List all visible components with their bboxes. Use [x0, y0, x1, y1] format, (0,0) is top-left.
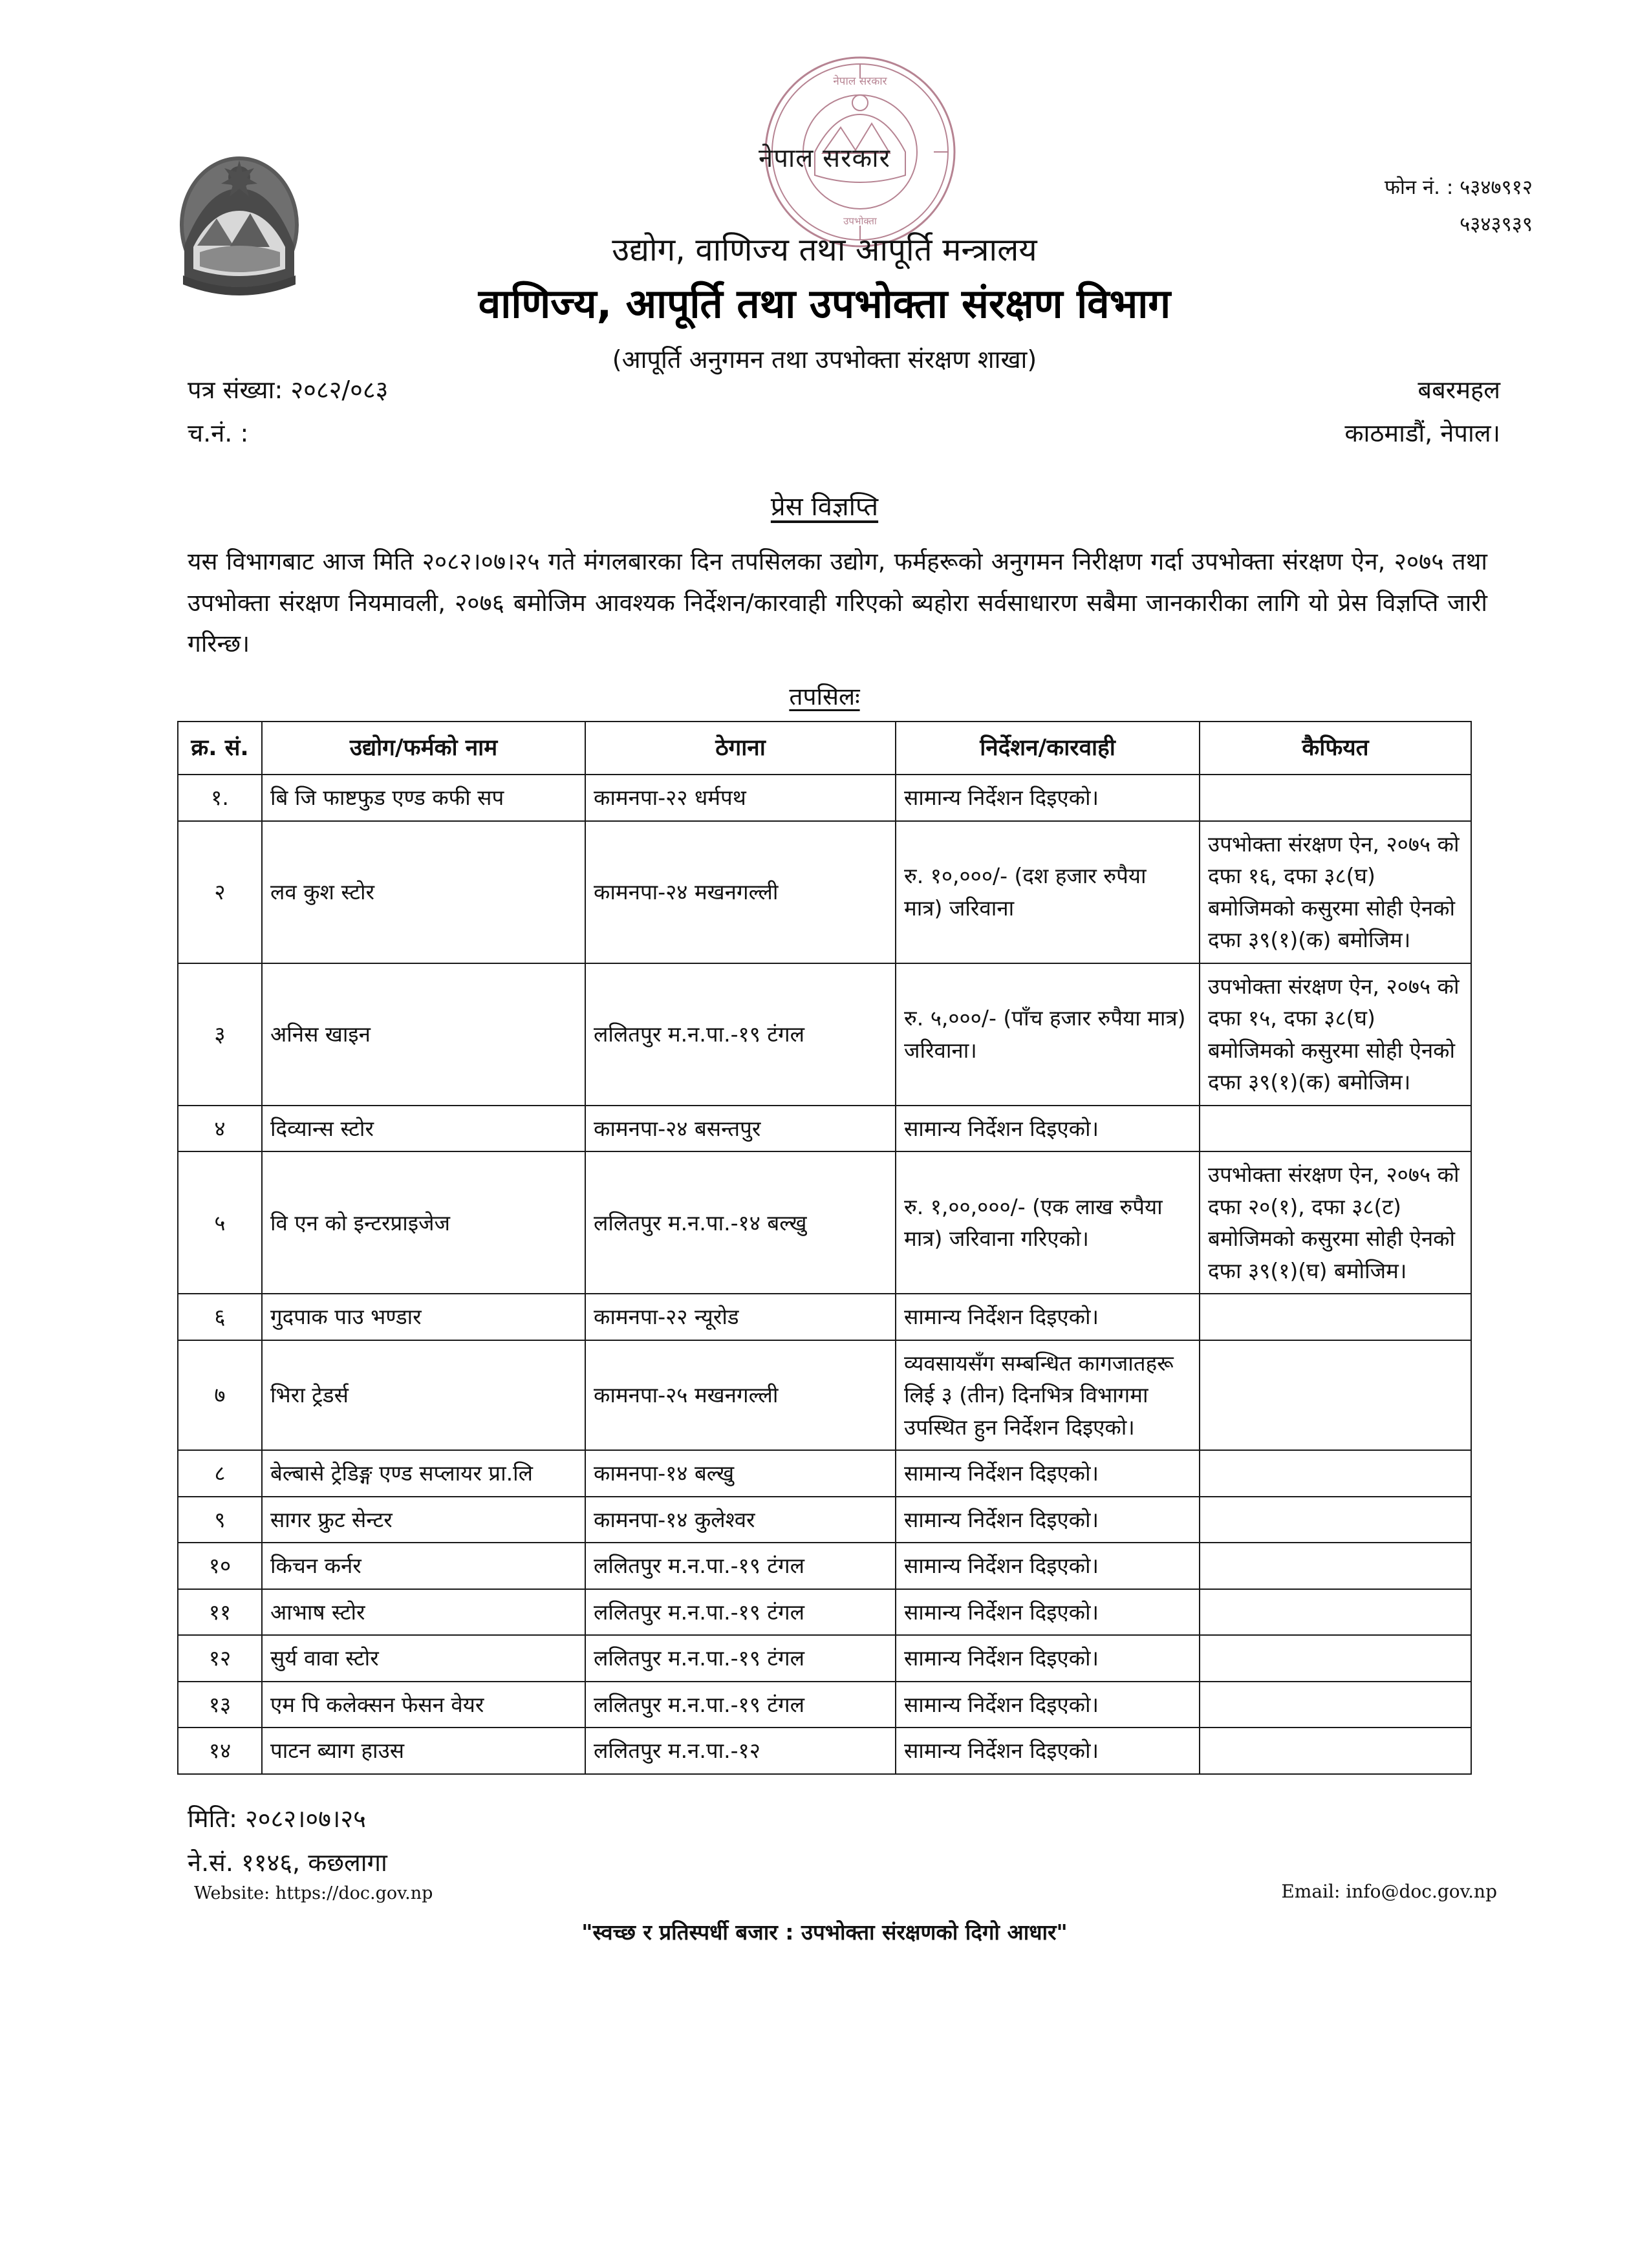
- footer-date-block: [188, 1797, 387, 1885]
- table-row: [178, 1589, 1471, 1636]
- cell-sn: ११: [178, 1589, 262, 1636]
- cell-remark: [1200, 1682, 1471, 1728]
- office-address: [1344, 369, 1500, 455]
- phone-secondary: ५३४३९३९: [1460, 213, 1533, 237]
- page-title: प्रेस विज्ञप्ति: [770, 492, 879, 522]
- cell-remark: [1200, 1589, 1471, 1636]
- table-row: [178, 963, 1471, 1106]
- cell-address: कामनपा-२४ मखनगल्ली: [585, 821, 896, 963]
- cell-action: सामान्य निर्देशन दिइएको।: [896, 1543, 1200, 1589]
- nepal-emblem-icon: [171, 149, 307, 297]
- cell-firm-name: गुदपाक पाउ भण्डार: [262, 1294, 585, 1340]
- cell-address: कामनपा-२४ बसन्तपुर: [585, 1106, 896, 1152]
- address-line-1: बबरमहल: [1417, 376, 1500, 404]
- cell-address: ललितपुर म.न.पा.-१९ टंगल: [585, 963, 896, 1106]
- cell-address: ललितपुर म.न.पा.-१९ टंगल: [585, 1682, 896, 1728]
- table-row: [178, 821, 1471, 963]
- cell-action: व्यवसायसँग सम्बन्धित कागजातहरू लिई ३ (तीन) दिनभित्र विभागमा उपस्थित हुन निर्देशन दिइएको।: [896, 1340, 1200, 1451]
- column-header-sn: क्र. सं.: [178, 722, 262, 775]
- cell-sn: ८: [178, 1450, 262, 1497]
- cha-number: च.नं. :: [188, 418, 249, 447]
- svg-text:उपभोक्ता: उपभोक्ता: [843, 215, 877, 227]
- cell-firm-name: अनिस खाइन: [262, 963, 585, 1106]
- letter-number: पत्र संख्या: २०८२/०८३: [188, 376, 389, 404]
- cell-address: कामनपा-१४ कुलेश्वर: [585, 1497, 896, 1543]
- cell-action: सामान्य निर्देशन दिइएको।: [896, 775, 1200, 821]
- cell-sn: ४: [178, 1106, 262, 1152]
- column-header-firm-name: उद्योग/फर्मको नाम: [262, 722, 585, 775]
- cell-remark: [1200, 1294, 1471, 1340]
- cell-sn: ९: [178, 1497, 262, 1543]
- cell-firm-name: किचन कर्नर: [262, 1543, 585, 1589]
- ministry-name: उद्योग, वाणिज्य तथा आपूर्ति मन्त्रालय: [612, 231, 1037, 268]
- column-header-remark: कैफियत: [1200, 722, 1471, 775]
- cell-remark: [1200, 1497, 1471, 1543]
- header-center-text: [362, 139, 1287, 376]
- address-line-2: काठमाडौं, नेपाल।: [1344, 418, 1500, 447]
- letterhead: [0, 0, 1649, 374]
- cell-sn: १.: [178, 775, 262, 821]
- cell-firm-name: सुर्य वावा स्टोर: [262, 1635, 585, 1682]
- cell-action: रु. ५,०००/- (पाँच हजार रुपैया मात्र) जरिवाना।: [896, 963, 1200, 1106]
- cell-sn: २: [178, 821, 262, 963]
- table-row: [178, 1151, 1471, 1294]
- cell-address: कामनपा-२२ धर्मपथ: [585, 775, 896, 821]
- table-row: [178, 775, 1471, 821]
- cell-remark: [1200, 1635, 1471, 1682]
- table-body: [178, 775, 1471, 1774]
- cell-remark: [1200, 1728, 1471, 1774]
- phone-primary: फोन नं. : ५३४७९१२: [1384, 176, 1533, 199]
- cell-remark: उपभोक्ता संरक्षण ऐन, २०७५ को दफा २०(१), दफा ३८(ट) बमोजिमको कसुरमा सोही ऐनको दफा ३९(१)(घ) बमोजिम।: [1200, 1151, 1471, 1294]
- branch-name: (आपूर्ति अनुगमन तथा उपभोक्ता संरक्षण शाखा): [612, 345, 1037, 374]
- cell-action: सामान्य निर्देशन दिइएको।: [896, 1497, 1200, 1543]
- table-row: [178, 1497, 1471, 1543]
- cell-address: कामनपा-२५ मखनगल्ली: [585, 1340, 896, 1451]
- cell-firm-name: बेल्बासे ट्रेडिङ्ग एण्ड सप्लायर प्रा.लि: [262, 1450, 585, 1497]
- cell-action: सामान्य निर्देशन दिइएको।: [896, 1682, 1200, 1728]
- column-header-action: निर्देशन/कारवाही: [896, 722, 1200, 775]
- table-row: [178, 1294, 1471, 1340]
- cell-remark: उपभोक्ता संरक्षण ऐन, २०७५ को दफा १६, दफा ३८(घ) बमोजिमको कसुरमा सोही ऐनको दफा ३९(१)(क) बमोजिम।: [1200, 821, 1471, 963]
- cell-action: सामान्य निर्देशन दिइएको।: [896, 1294, 1200, 1340]
- cell-sn: १३: [178, 1682, 262, 1728]
- cell-firm-name: भिरा ट्रेडर्स: [262, 1340, 585, 1451]
- cell-remark: उपभोक्ता संरक्षण ऐन, २०७५ को दफा १५, दफा ३८(घ) बमोजिमको कसुरमा सोही ऐनको दफा ३९(१)(क) बमोजिम।: [1200, 963, 1471, 1106]
- phone-block: [1385, 169, 1533, 244]
- cell-sn: ३: [178, 963, 262, 1106]
- cell-sn: ७: [178, 1340, 262, 1451]
- cell-address: ललितपुर म.न.पा.-१९ टंगल: [585, 1589, 896, 1636]
- cell-action: सामान्य निर्देशन दिइएको।: [896, 1728, 1200, 1774]
- svg-text:नेपाल सरकार: नेपाल सरकार: [833, 75, 887, 88]
- cell-address: ललितपुर म.न.पा.-१२: [585, 1728, 896, 1774]
- cell-action: रु. १,००,०००/- (एक लाख रुपैया मात्र) जरिवाना गरिएको।: [896, 1151, 1200, 1294]
- footer-nepal-sambat: ने.सं. ११४६, कछलागा: [188, 1848, 387, 1878]
- cell-sn: १४: [178, 1728, 262, 1774]
- website-link[interactable]: Website: https://doc.gov.np: [194, 1883, 433, 1903]
- cell-firm-name: एम पि कलेक्सन फेसन वेयर: [262, 1682, 585, 1728]
- table-row: [178, 1543, 1471, 1589]
- cell-address: ललितपुर म.न.पा.-१९ टंगल: [585, 1543, 896, 1589]
- cell-remark: [1200, 1106, 1471, 1152]
- footer-slogan: "स्वच्छ र प्रतिस्पर्धी बजार : उपभोक्ता संरक्षणको दिगो आधार": [581, 1919, 1068, 1945]
- email-link[interactable]: Email: info@doc.gov.np: [1281, 1880, 1497, 1902]
- cell-sn: ५: [178, 1151, 262, 1294]
- letter-meta: [0, 369, 1649, 465]
- department-name: वाणिज्य, आपूर्ति तथा उपभोक्ता संरक्षण विभाग: [478, 280, 1171, 328]
- cell-firm-name: वि एन को इन्टरप्राइजेज: [262, 1151, 585, 1294]
- table-row: [178, 1106, 1471, 1152]
- cell-remark: [1200, 775, 1471, 821]
- cell-address: ललितपुर म.न.पा.-१४ बल्खु: [585, 1151, 896, 1294]
- cell-address: कामनपा-१४ बल्खु: [585, 1450, 896, 1497]
- cell-address: ललितपुर म.न.पा.-१९ टंगल: [585, 1635, 896, 1682]
- cell-sn: १२: [178, 1635, 262, 1682]
- table-row: [178, 1450, 1471, 1497]
- cell-remark: [1200, 1450, 1471, 1497]
- cell-firm-name: दिव्यान्स स्टोर: [262, 1106, 585, 1152]
- letter-reference: [188, 369, 388, 455]
- document-footer: [0, 1797, 1649, 1991]
- body-paragraph: यस विभागबाट आज मिति २०८२।०७।२५ गते मंगलबारका दिन तपसिलका उद्योग, फर्महरूको अनुगमन निरीक्षण गर्दा उपभोक्ता संरक्षण ऐन, २०७५ तथा उपभोक्ता संरक्षण नियमावली, २०७६ बमोजिम आवश्यक निर्देशन/कारवाही गरिएको ब्यहोरा सर्वसाधारण सबैमा जानकारीका लागि यो प्रेस विज्ञप्ति जारी गरिन्छ।: [188, 548, 1487, 658]
- cell-firm-name: लव कुश स्टोर: [262, 821, 585, 963]
- cell-firm-name: सागर फ्रुट सेन्टर: [262, 1497, 585, 1543]
- inspection-table: [177, 721, 1472, 1775]
- cell-action: सामान्य निर्देशन दिइएको।: [896, 1106, 1200, 1152]
- footer-date: मिति: २०८२।०७।२५: [188, 1804, 366, 1833]
- table-row: [178, 1728, 1471, 1774]
- cell-firm-name: आभाष स्टोर: [262, 1589, 585, 1636]
- cell-address: कामनपा-२२ न्यूरोड: [585, 1294, 896, 1340]
- table-row: [178, 1682, 1471, 1728]
- cell-action: सामान्य निर्देशन दिइएको।: [896, 1589, 1200, 1636]
- cell-sn: १०: [178, 1543, 262, 1589]
- cell-firm-name: बि जि फाष्टफुड एण्ड कफी सप: [262, 775, 585, 821]
- column-header-address: ठेगाना: [585, 722, 896, 775]
- cell-remark: [1200, 1340, 1471, 1451]
- government-name: नेपाल सरकार: [759, 144, 890, 173]
- schedule-label: तपसिलः: [789, 682, 860, 711]
- cell-action: सामान्य निर्देशन दिइएको।: [896, 1450, 1200, 1497]
- table-row: [178, 1340, 1471, 1451]
- cell-firm-name: पाटन ब्याग हाउस: [262, 1728, 585, 1774]
- cell-action: सामान्य निर्देशन दिइएको।: [896, 1635, 1200, 1682]
- cell-action: रु. १०,०००/- (दश हजार रुपैया मात्र) जरिवाना: [896, 821, 1200, 963]
- table-header-row: [178, 722, 1471, 775]
- table-row: [178, 1635, 1471, 1682]
- cell-sn: ६: [178, 1294, 262, 1340]
- cell-remark: [1200, 1543, 1471, 1589]
